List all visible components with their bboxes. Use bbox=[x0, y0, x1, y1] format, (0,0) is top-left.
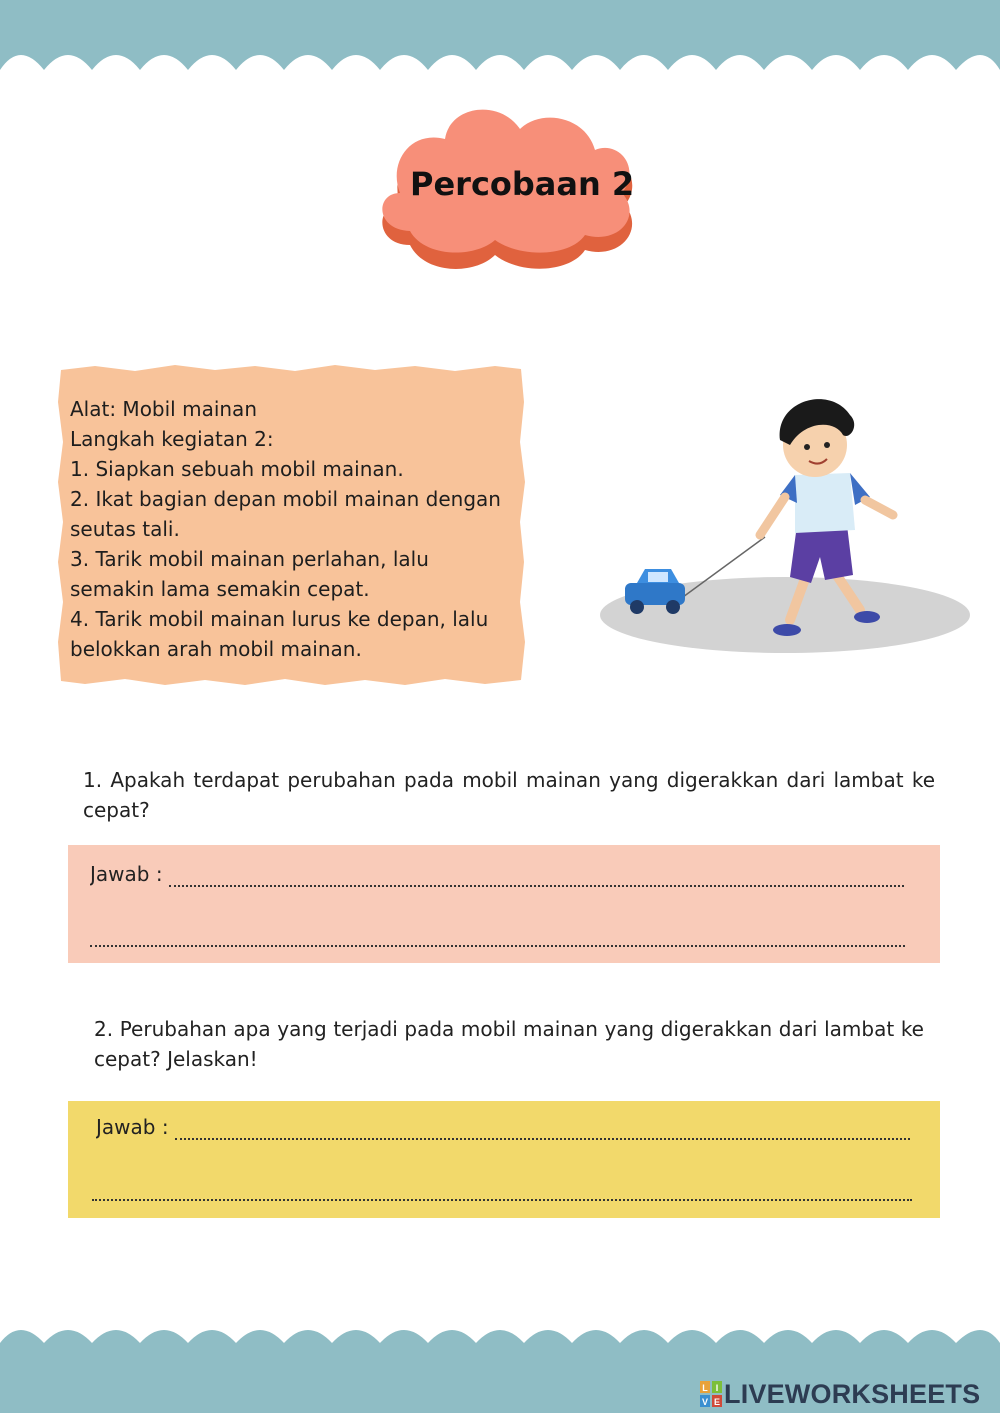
liveworksheets-brand bbox=[700, 1377, 995, 1411]
answer-field-1-line-1[interactable] bbox=[169, 867, 904, 887]
answer-box-2 bbox=[68, 1101, 940, 1218]
step-item: 3. Tarik mobil mainan perlahan, lalu semakin lama semakin cepat. bbox=[70, 547, 429, 601]
logo-letter: V bbox=[701, 1397, 709, 1407]
step-item: 4. Tarik mobil mainan lurus ke depan, lalu belokkan arah mobil mainan. bbox=[70, 607, 489, 661]
step-item: 2. Ikat bagian depan mobil mainan dengan seutas tali. bbox=[70, 487, 501, 541]
answer-field-2-line-1[interactable] bbox=[175, 1120, 910, 1140]
liveworksheets-logo-icon bbox=[700, 1381, 722, 1407]
logo-letter: E bbox=[713, 1397, 721, 1407]
steps-heading: Langkah kegiatan 2: bbox=[70, 427, 274, 451]
answer-field-1-line-2[interactable] bbox=[90, 927, 905, 947]
steps-panel bbox=[70, 394, 515, 664]
step-item: 1. Siapkan sebuah mobil mainan. bbox=[70, 457, 404, 481]
question-1: 1. Apakah terdapat perubahan pada mobil mainan yang digerakkan dari lambat ke cepat? bbox=[83, 768, 935, 822]
answer-box-1 bbox=[68, 845, 940, 963]
boy-pulling-toy-car-illustration bbox=[575, 385, 970, 660]
top-wave-border bbox=[0, 0, 1000, 90]
logo-letter: L bbox=[702, 1383, 708, 1393]
logo-letter: I bbox=[715, 1383, 719, 1393]
tools-line: Alat: Mobil mainan bbox=[70, 397, 257, 421]
brand-name: LIVEWORKSHEETS bbox=[724, 1378, 981, 1409]
answer-label: Jawab : bbox=[96, 1115, 169, 1139]
question-2: 2. Perubahan apa yang terjadi pada mobil mainan yang digerakkan dari lambat ke cepat? Jelaskan! bbox=[94, 1017, 924, 1071]
answer-label: Jawab : bbox=[90, 862, 163, 886]
page-title: Percobaan 2 bbox=[410, 165, 635, 203]
answer-field-2-line-2[interactable] bbox=[92, 1181, 912, 1201]
